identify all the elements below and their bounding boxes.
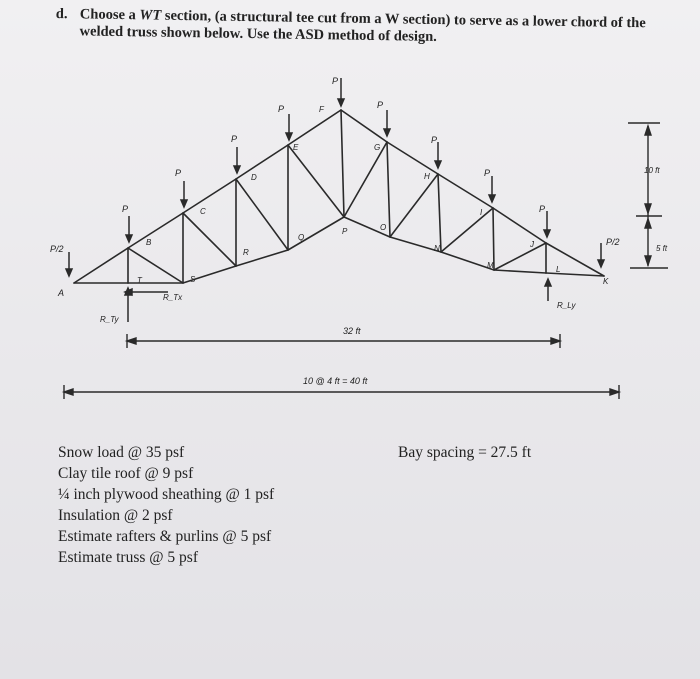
problem-line-1: Choose a WT section, (a structural tee cut from a W section) to serve as a lower chord of the: [79, 6, 646, 32]
load-item: Clay tile roof @ 9 psf: [58, 465, 194, 482]
reaction-label-left: R_Ty: [100, 315, 119, 324]
height-dimension-arrowhead: [645, 256, 651, 265]
span-dimension-arrowhead: [127, 338, 136, 344]
node-label-q: Q: [298, 233, 305, 242]
load-item: Insulation @ 2 psf: [58, 507, 173, 524]
truss-member: [438, 174, 493, 208]
load-arrow-head: [435, 161, 441, 168]
truss-member: [128, 213, 183, 248]
load-label: P: [484, 168, 491, 178]
load-label: P: [278, 104, 285, 114]
load-arrow-head: [598, 260, 604, 267]
truss-member: [236, 179, 288, 250]
problem-label: d.: [55, 6, 68, 23]
dimension-height-total-label: 10 ft: [644, 166, 660, 175]
truss-member: [344, 142, 387, 217]
node-label-g: G: [374, 143, 381, 152]
truss-member: [441, 208, 493, 252]
truss-member: [438, 174, 441, 252]
overall-dimension-arrowhead: [64, 389, 73, 395]
overall-dimension-arrowhead: [610, 389, 619, 395]
load-arrow-head: [489, 195, 495, 202]
load-arrow-head: [338, 99, 344, 106]
height-dimension-arrowhead: [645, 126, 651, 135]
load-label: P: [431, 135, 438, 145]
node-label-n: N: [434, 244, 440, 253]
truss-member: [546, 243, 604, 276]
node-label-t: T: [137, 276, 142, 285]
truss-member: [494, 243, 546, 270]
half-load-label-right: P/2: [606, 237, 620, 247]
load-item: Estimate rafters & purlins @ 5 psf: [58, 528, 272, 545]
load-arrow-head: [181, 200, 187, 207]
reaction-arrow-head: [545, 279, 551, 286]
node-label-f: F: [319, 105, 324, 114]
load-label: P: [122, 204, 129, 214]
truss-member: [390, 174, 438, 237]
reaction-label-right: R_Ly: [557, 301, 576, 310]
load-arrow-head: [384, 129, 390, 136]
span-dimension-arrowhead: [551, 338, 560, 344]
truss-member: [341, 110, 387, 142]
load-item: Estimate truss @ 5 psf: [58, 549, 198, 566]
load-label: P: [539, 204, 546, 214]
node-label-j: J: [530, 240, 534, 249]
truss-member: [183, 213, 236, 266]
height-dimension-arrowhead: [645, 204, 651, 213]
dimension-height-end-label: 5 ft: [656, 244, 668, 253]
node-label-p: P: [342, 227, 348, 236]
load-label: P: [377, 100, 384, 110]
node-label-l: L: [556, 265, 561, 274]
load-label: P: [332, 76, 339, 86]
load-item: ¼ inch plywood sheathing @ 1 psf: [58, 486, 275, 503]
node-label-r: R: [243, 248, 249, 257]
truss-members: [74, 110, 604, 283]
node-label-m: M: [487, 261, 494, 270]
node-label-e: E: [293, 143, 299, 152]
load-arrow-head: [286, 133, 292, 140]
truss-member: [288, 110, 341, 145]
node-label-h: H: [424, 172, 430, 181]
truss-member: [341, 110, 344, 217]
node-label-b: B: [146, 238, 152, 247]
load-arrow-head: [66, 269, 72, 276]
node-label-i: I: [480, 208, 483, 217]
half-load-label-left: P/2: [50, 244, 64, 254]
dimension-overall-label: 10 @ 4 ft = 40 ft: [303, 376, 368, 386]
load-list: [58, 442, 274, 568]
node-label-s: S: [190, 275, 196, 284]
node-label-k: K: [603, 277, 609, 286]
node-label-c: C: [200, 207, 206, 216]
node-label-d: D: [251, 173, 257, 182]
load-label: P: [175, 168, 182, 178]
truss-member: [74, 248, 128, 283]
bay-spacing: Bay spacing = 27.5 ft: [398, 444, 532, 461]
truss-member: [183, 179, 236, 213]
dimension-span-label: 32 ft: [343, 326, 361, 336]
load-arrow-head: [234, 166, 240, 173]
node-label-o: O: [380, 223, 387, 232]
truss-member: [494, 270, 546, 273]
node-label-a: A: [58, 288, 65, 298]
problem-line-2: welded truss shown below. Use the ASD method of design.: [79, 23, 437, 45]
truss-member: [387, 142, 438, 174]
truss-member: [546, 273, 604, 276]
load-label: P: [231, 134, 238, 144]
reaction-label-mid: R_Tx: [163, 293, 183, 302]
load-item: Snow load @ 35 psf: [58, 444, 185, 461]
load-arrow-head: [126, 235, 132, 242]
truss-member: [236, 145, 288, 179]
truss-member: [387, 142, 390, 237]
truss-member: [288, 217, 344, 250]
height-dimension-arrowhead: [645, 219, 651, 228]
truss-member: [288, 145, 344, 217]
load-arrow-head: [544, 230, 550, 237]
